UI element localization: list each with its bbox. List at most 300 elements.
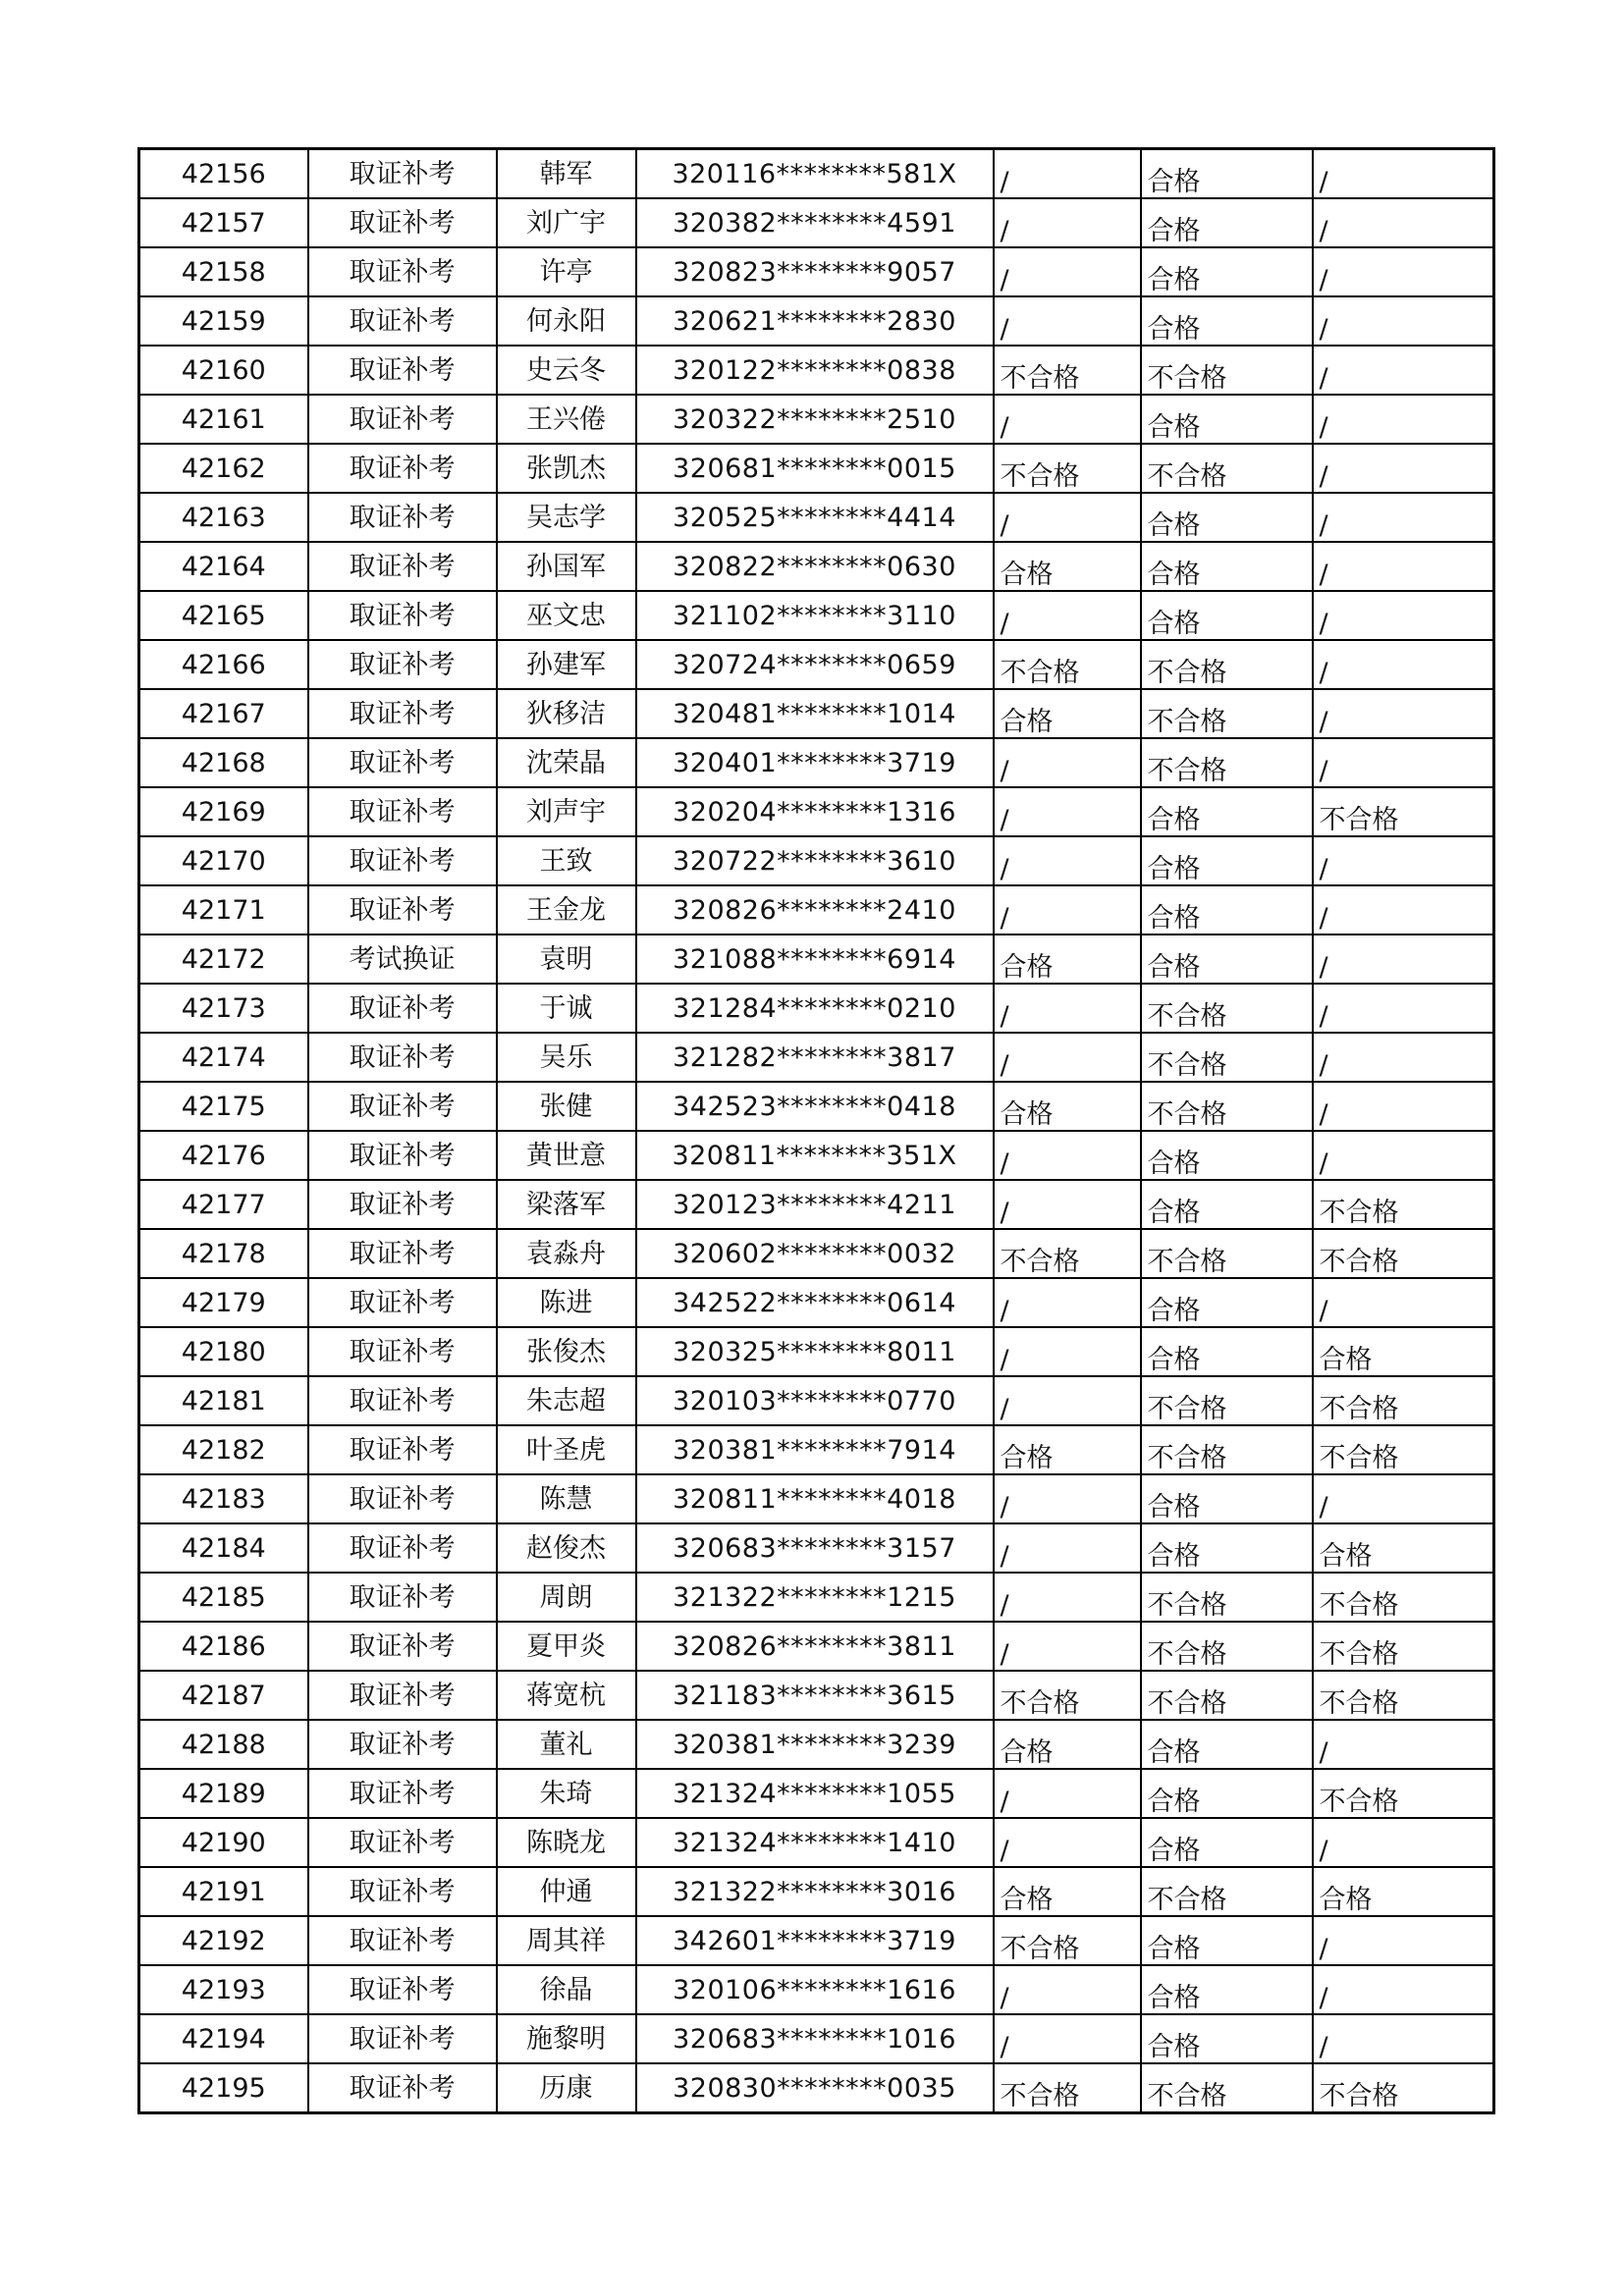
cell-result-1: 合格 [994,1867,1141,1916]
table-row [139,1425,1494,1474]
cell-result-1: / [994,836,1141,885]
cell-result-3: 不合格 [1313,2063,1494,2113]
cell-name: 陈慧 [497,1474,636,1523]
cell-exam-type: 取证补考 [308,1278,497,1327]
cell-name: 巫文忠 [497,591,636,640]
cell-result-3: / [1313,934,1494,984]
cell-number: 42168 [139,738,308,787]
table-row [139,247,1494,296]
cell-number: 42185 [139,1573,308,1622]
table-row [139,1033,1494,1082]
table-row [139,1278,1494,1327]
table-row [139,1180,1494,1229]
cell-number: 42195 [139,2063,308,2113]
cell-result-1: / [994,984,1141,1033]
cell-id-number: 320525********4414 [636,493,994,542]
cell-result-2: 不合格 [1141,984,1313,1033]
cell-name: 叶圣虎 [497,1425,636,1474]
cell-id-number: 320621********2830 [636,296,994,346]
cell-name: 张健 [497,1082,636,1131]
cell-name: 朱琦 [497,1769,636,1818]
cell-exam-type: 取证补考 [308,1523,497,1573]
cell-result-2: 合格 [1141,591,1313,640]
cell-result-1: / [994,1131,1141,1180]
cell-result-3: / [1313,885,1494,934]
table-row [139,296,1494,346]
cell-number: 42193 [139,1965,308,2014]
cell-result-2: 合格 [1141,1965,1313,2014]
cell-result-3: / [1313,591,1494,640]
cell-result-3: 不合格 [1313,1376,1494,1425]
cell-result-1: / [994,787,1141,836]
cell-name: 于诚 [497,984,636,1033]
cell-result-2: 合格 [1141,247,1313,296]
cell-result-2: 合格 [1141,934,1313,984]
cell-result-1: / [994,1818,1141,1867]
cell-result-2: 合格 [1141,1916,1313,1965]
cell-number: 42170 [139,836,308,885]
cell-result-1: / [994,1278,1141,1327]
cell-result-3: / [1313,395,1494,444]
cell-number: 42194 [139,2014,308,2063]
cell-name: 史云冬 [497,346,636,395]
cell-id-number: 321322********1215 [636,1573,994,1622]
cell-exam-type: 取证补考 [308,787,497,836]
cell-name: 周其祥 [497,1916,636,1965]
cell-number: 42181 [139,1376,308,1425]
cell-result-1: / [994,738,1141,787]
cell-exam-type: 取证补考 [308,738,497,787]
cell-number: 42161 [139,395,308,444]
table-row [139,1376,1494,1425]
cell-result-3: 不合格 [1313,1425,1494,1474]
cell-result-1: 不合格 [994,444,1141,493]
results-table [137,147,1495,2114]
cell-id-number: 320811********351X [636,1131,994,1180]
table-row [139,395,1494,444]
cell-result-3: 不合格 [1313,1573,1494,1622]
cell-number: 42174 [139,1033,308,1082]
table-row [139,2014,1494,2063]
cell-result-1: 合格 [994,934,1141,984]
cell-result-3: / [1313,2014,1494,2063]
cell-exam-type: 取证补考 [308,689,497,738]
cell-result-3: / [1313,1082,1494,1131]
cell-name: 周朗 [497,1573,636,1622]
table-row [139,1671,1494,1720]
cell-result-2: 合格 [1141,1278,1313,1327]
cell-result-2: 合格 [1141,395,1313,444]
table-row [139,1769,1494,1818]
cell-id-number: 321324********1055 [636,1769,994,1818]
cell-name: 孙国军 [497,542,636,591]
cell-exam-type: 取证补考 [308,1916,497,1965]
cell-result-2: 不合格 [1141,689,1313,738]
cell-result-1: / [994,1376,1141,1425]
cell-result-1: / [994,1180,1141,1229]
cell-result-3: / [1313,444,1494,493]
cell-result-2: 不合格 [1141,1573,1313,1622]
cell-name: 吴志学 [497,493,636,542]
cell-number: 42158 [139,247,308,296]
table-row [139,984,1494,1033]
cell-id-number: 320830********0035 [636,2063,994,2113]
cell-exam-type: 取证补考 [308,395,497,444]
cell-result-3: 不合格 [1313,1671,1494,1720]
cell-result-1: / [994,493,1141,542]
table-row [139,1131,1494,1180]
cell-name: 狄移洁 [497,689,636,738]
cell-id-number: 321282********3817 [636,1033,994,1082]
cell-id-number: 321324********1410 [636,1818,994,1867]
cell-result-3: / [1313,738,1494,787]
cell-exam-type: 取证补考 [308,1327,497,1376]
cell-result-1: / [994,395,1141,444]
cell-id-number: 321102********3110 [636,591,994,640]
cell-id-number: 320116********581X [636,149,994,199]
table-row [139,493,1494,542]
cell-exam-type: 取证补考 [308,1229,497,1278]
cell-result-2: 不合格 [1141,1425,1313,1474]
cell-exam-type: 取证补考 [308,1376,497,1425]
cell-id-number: 342601********3719 [636,1916,994,1965]
cell-id-number: 320822********0630 [636,542,994,591]
cell-result-3: / [1313,346,1494,395]
cell-id-number: 342522********0614 [636,1278,994,1327]
cell-name: 王致 [497,836,636,885]
cell-result-2: 合格 [1141,836,1313,885]
cell-result-1: / [994,1327,1141,1376]
cell-result-3: 合格 [1313,1867,1494,1916]
cell-result-3: / [1313,1033,1494,1082]
cell-name: 朱志超 [497,1376,636,1425]
cell-number: 42175 [139,1082,308,1131]
cell-id-number: 320683********3157 [636,1523,994,1573]
cell-id-number: 320103********0770 [636,1376,994,1425]
cell-id-number: 320823********9057 [636,247,994,296]
cell-result-2: 合格 [1141,2014,1313,2063]
cell-result-1: / [994,198,1141,247]
cell-name: 施黎明 [497,2014,636,2063]
cell-result-1: 合格 [994,542,1141,591]
cell-result-3: / [1313,1818,1494,1867]
table-row [139,346,1494,395]
cell-number: 42166 [139,640,308,689]
cell-exam-type: 取证补考 [308,885,497,934]
cell-result-2: 不合格 [1141,2063,1313,2113]
cell-result-2: 合格 [1141,1131,1313,1180]
cell-exam-type: 取证补考 [308,836,497,885]
cell-result-3: / [1313,640,1494,689]
cell-id-number: 320401********3719 [636,738,994,787]
table-row [139,836,1494,885]
cell-exam-type: 取证补考 [308,1573,497,1622]
cell-exam-type: 取证补考 [308,1867,497,1916]
cell-number: 42162 [139,444,308,493]
cell-result-2: 不合格 [1141,1671,1313,1720]
cell-name: 王金龙 [497,885,636,934]
cell-name: 夏甲炎 [497,1622,636,1671]
cell-exam-type: 取证补考 [308,1180,497,1229]
cell-number: 42165 [139,591,308,640]
cell-number: 42183 [139,1474,308,1523]
cell-exam-type: 取证补考 [308,346,497,395]
cell-result-3: / [1313,1720,1494,1769]
cell-result-1: 合格 [994,1082,1141,1131]
cell-id-number: 320681********0015 [636,444,994,493]
cell-result-1: / [994,591,1141,640]
cell-result-2: 不合格 [1141,346,1313,395]
table-row [139,1474,1494,1523]
cell-name: 许亭 [497,247,636,296]
cell-number: 42189 [139,1769,308,1818]
cell-id-number: 320325********8011 [636,1327,994,1376]
cell-result-1: / [994,1523,1141,1573]
cell-number: 42169 [139,787,308,836]
table-row [139,689,1494,738]
cell-exam-type: 取证补考 [308,1622,497,1671]
cell-id-number: 320826********3811 [636,1622,994,1671]
cell-name: 黄世意 [497,1131,636,1180]
cell-number: 42163 [139,493,308,542]
cell-result-2: 不合格 [1141,1376,1313,1425]
table-row [139,1622,1494,1671]
cell-name: 赵俊杰 [497,1523,636,1573]
cell-result-3: 不合格 [1313,1229,1494,1278]
cell-number: 42178 [139,1229,308,1278]
cell-number: 42157 [139,198,308,247]
cell-result-1: / [994,247,1141,296]
cell-result-1: / [994,1033,1141,1082]
cell-result-3: 不合格 [1313,1769,1494,1818]
cell-result-2: 不合格 [1141,1622,1313,1671]
cell-exam-type: 取证补考 [308,1720,497,1769]
cell-name: 王兴倦 [497,395,636,444]
cell-id-number: 320602********0032 [636,1229,994,1278]
cell-number: 42177 [139,1180,308,1229]
cell-id-number: 321284********0210 [636,984,994,1033]
cell-id-number: 321183********3615 [636,1671,994,1720]
cell-exam-type: 取证补考 [308,984,497,1033]
cell-number: 42180 [139,1327,308,1376]
cell-exam-type: 取证补考 [308,1425,497,1474]
cell-exam-type: 考试换证 [308,934,497,984]
cell-id-number: 320826********2410 [636,885,994,934]
cell-name: 蒋宽杭 [497,1671,636,1720]
cell-result-3: / [1313,1278,1494,1327]
cell-id-number: 320722********3610 [636,836,994,885]
cell-exam-type: 取证补考 [308,247,497,296]
cell-number: 42191 [139,1867,308,1916]
cell-result-3: / [1313,836,1494,885]
table-row [139,640,1494,689]
cell-result-2: 合格 [1141,1769,1313,1818]
cell-result-3: / [1313,247,1494,296]
cell-number: 42190 [139,1818,308,1867]
cell-name: 董礼 [497,1720,636,1769]
cell-result-1: 不合格 [994,346,1141,395]
cell-result-3: 不合格 [1313,1180,1494,1229]
cell-result-2: 合格 [1141,149,1313,199]
cell-result-1: / [994,1573,1141,1622]
cell-id-number: 320123********4211 [636,1180,994,1229]
cell-result-1: 不合格 [994,1229,1141,1278]
cell-id-number: 320106********1616 [636,1965,994,2014]
cell-result-2: 不合格 [1141,1082,1313,1131]
cell-exam-type: 取证补考 [308,1033,497,1082]
cell-result-2: 合格 [1141,296,1313,346]
cell-result-3: / [1313,493,1494,542]
cell-id-number: 320381********7914 [636,1425,994,1474]
cell-result-2: 合格 [1141,1180,1313,1229]
cell-name: 张凯杰 [497,444,636,493]
cell-name: 刘声宇 [497,787,636,836]
table-row [139,591,1494,640]
cell-exam-type: 取证补考 [308,542,497,591]
cell-result-2: 不合格 [1141,640,1313,689]
cell-result-3: / [1313,296,1494,346]
cell-number: 42179 [139,1278,308,1327]
cell-id-number: 320322********2510 [636,395,994,444]
table-row [139,787,1494,836]
cell-result-1: 不合格 [994,1916,1141,1965]
table-row [139,885,1494,934]
cell-result-2: 合格 [1141,1327,1313,1376]
table-row [139,1327,1494,1376]
cell-name: 梁落军 [497,1180,636,1229]
cell-id-number: 320204********1316 [636,787,994,836]
cell-exam-type: 取证补考 [308,1131,497,1180]
cell-number: 42167 [139,689,308,738]
table-row [139,542,1494,591]
cell-result-1: 不合格 [994,2063,1141,2113]
cell-result-2: 不合格 [1141,1867,1313,1916]
cell-result-1: / [994,1622,1141,1671]
cell-id-number: 320811********4018 [636,1474,994,1523]
cell-name: 仲通 [497,1867,636,1916]
cell-result-2: 合格 [1141,885,1313,934]
cell-result-1: / [994,1769,1141,1818]
cell-result-2: 合格 [1141,1720,1313,1769]
table-row [139,1523,1494,1573]
cell-result-3: 不合格 [1313,787,1494,836]
cell-id-number: 320382********4591 [636,198,994,247]
cell-result-1: 合格 [994,1425,1141,1474]
cell-result-2: 不合格 [1141,738,1313,787]
cell-result-2: 合格 [1141,1523,1313,1573]
cell-name: 陈晓龙 [497,1818,636,1867]
cell-number: 42184 [139,1523,308,1573]
cell-number: 42173 [139,984,308,1033]
cell-name: 孙建军 [497,640,636,689]
cell-result-3: / [1313,1474,1494,1523]
table-row [139,2063,1494,2113]
cell-name: 何永阳 [497,296,636,346]
cell-id-number: 320381********3239 [636,1720,994,1769]
cell-result-3: 合格 [1313,1523,1494,1573]
cell-result-1: / [994,1965,1141,2014]
table-row [139,1082,1494,1131]
cell-id-number: 321322********3016 [636,1867,994,1916]
cell-id-number: 342523********0418 [636,1082,994,1131]
cell-result-3: 合格 [1313,1327,1494,1376]
table-row [139,1965,1494,2014]
table-row [139,1818,1494,1867]
cell-result-1: 不合格 [994,1671,1141,1720]
table-row [139,934,1494,984]
cell-number: 42188 [139,1720,308,1769]
table-row [139,738,1494,787]
cell-name: 袁明 [497,934,636,984]
cell-exam-type: 取证补考 [308,1082,497,1131]
cell-exam-type: 取证补考 [308,1671,497,1720]
cell-result-2: 合格 [1141,493,1313,542]
cell-result-3: / [1313,984,1494,1033]
table-row [139,149,1494,199]
table-row [139,1573,1494,1622]
cell-name: 韩军 [497,149,636,199]
cell-exam-type: 取证补考 [308,1474,497,1523]
cell-exam-type: 取证补考 [308,1965,497,2014]
cell-name: 袁淼舟 [497,1229,636,1278]
cell-result-3: / [1313,1916,1494,1965]
cell-name: 吴乐 [497,1033,636,1082]
cell-result-1: / [994,149,1141,199]
cell-exam-type: 取证补考 [308,1769,497,1818]
cell-name: 徐晶 [497,1965,636,2014]
cell-number: 42172 [139,934,308,984]
table-row [139,1867,1494,1916]
cell-result-1: / [994,2014,1141,2063]
cell-result-1: 不合格 [994,640,1141,689]
cell-result-1: / [994,1474,1141,1523]
cell-result-3: / [1313,1131,1494,1180]
cell-number: 42192 [139,1916,308,1965]
cell-result-1: / [994,885,1141,934]
cell-id-number: 321088********6914 [636,934,994,984]
cell-exam-type: 取证补考 [308,591,497,640]
cell-result-2: 合格 [1141,198,1313,247]
cell-result-3: / [1313,149,1494,199]
cell-exam-type: 取证补考 [308,444,497,493]
cell-result-2: 合格 [1141,1474,1313,1523]
cell-number: 42186 [139,1622,308,1671]
cell-result-2: 不合格 [1141,444,1313,493]
cell-result-2: 不合格 [1141,1033,1313,1082]
cell-number: 42182 [139,1425,308,1474]
table-row [139,198,1494,247]
cell-exam-type: 取证补考 [308,296,497,346]
cell-id-number: 320683********1016 [636,2014,994,2063]
table-row [139,444,1494,493]
cell-name: 刘广宇 [497,198,636,247]
cell-number: 42156 [139,149,308,199]
cell-name: 沈荣晶 [497,738,636,787]
cell-result-1: / [994,296,1141,346]
cell-name: 张俊杰 [497,1327,636,1376]
cell-exam-type: 取证补考 [308,2014,497,2063]
cell-result-2: 不合格 [1141,1229,1313,1278]
cell-result-3: / [1313,689,1494,738]
table-row [139,1916,1494,1965]
results-body [139,149,1494,2113]
cell-result-2: 合格 [1141,1818,1313,1867]
cell-number: 42171 [139,885,308,934]
cell-number: 42164 [139,542,308,591]
cell-number: 42187 [139,1671,308,1720]
cell-exam-type: 取证补考 [308,640,497,689]
cell-result-2: 合格 [1141,787,1313,836]
